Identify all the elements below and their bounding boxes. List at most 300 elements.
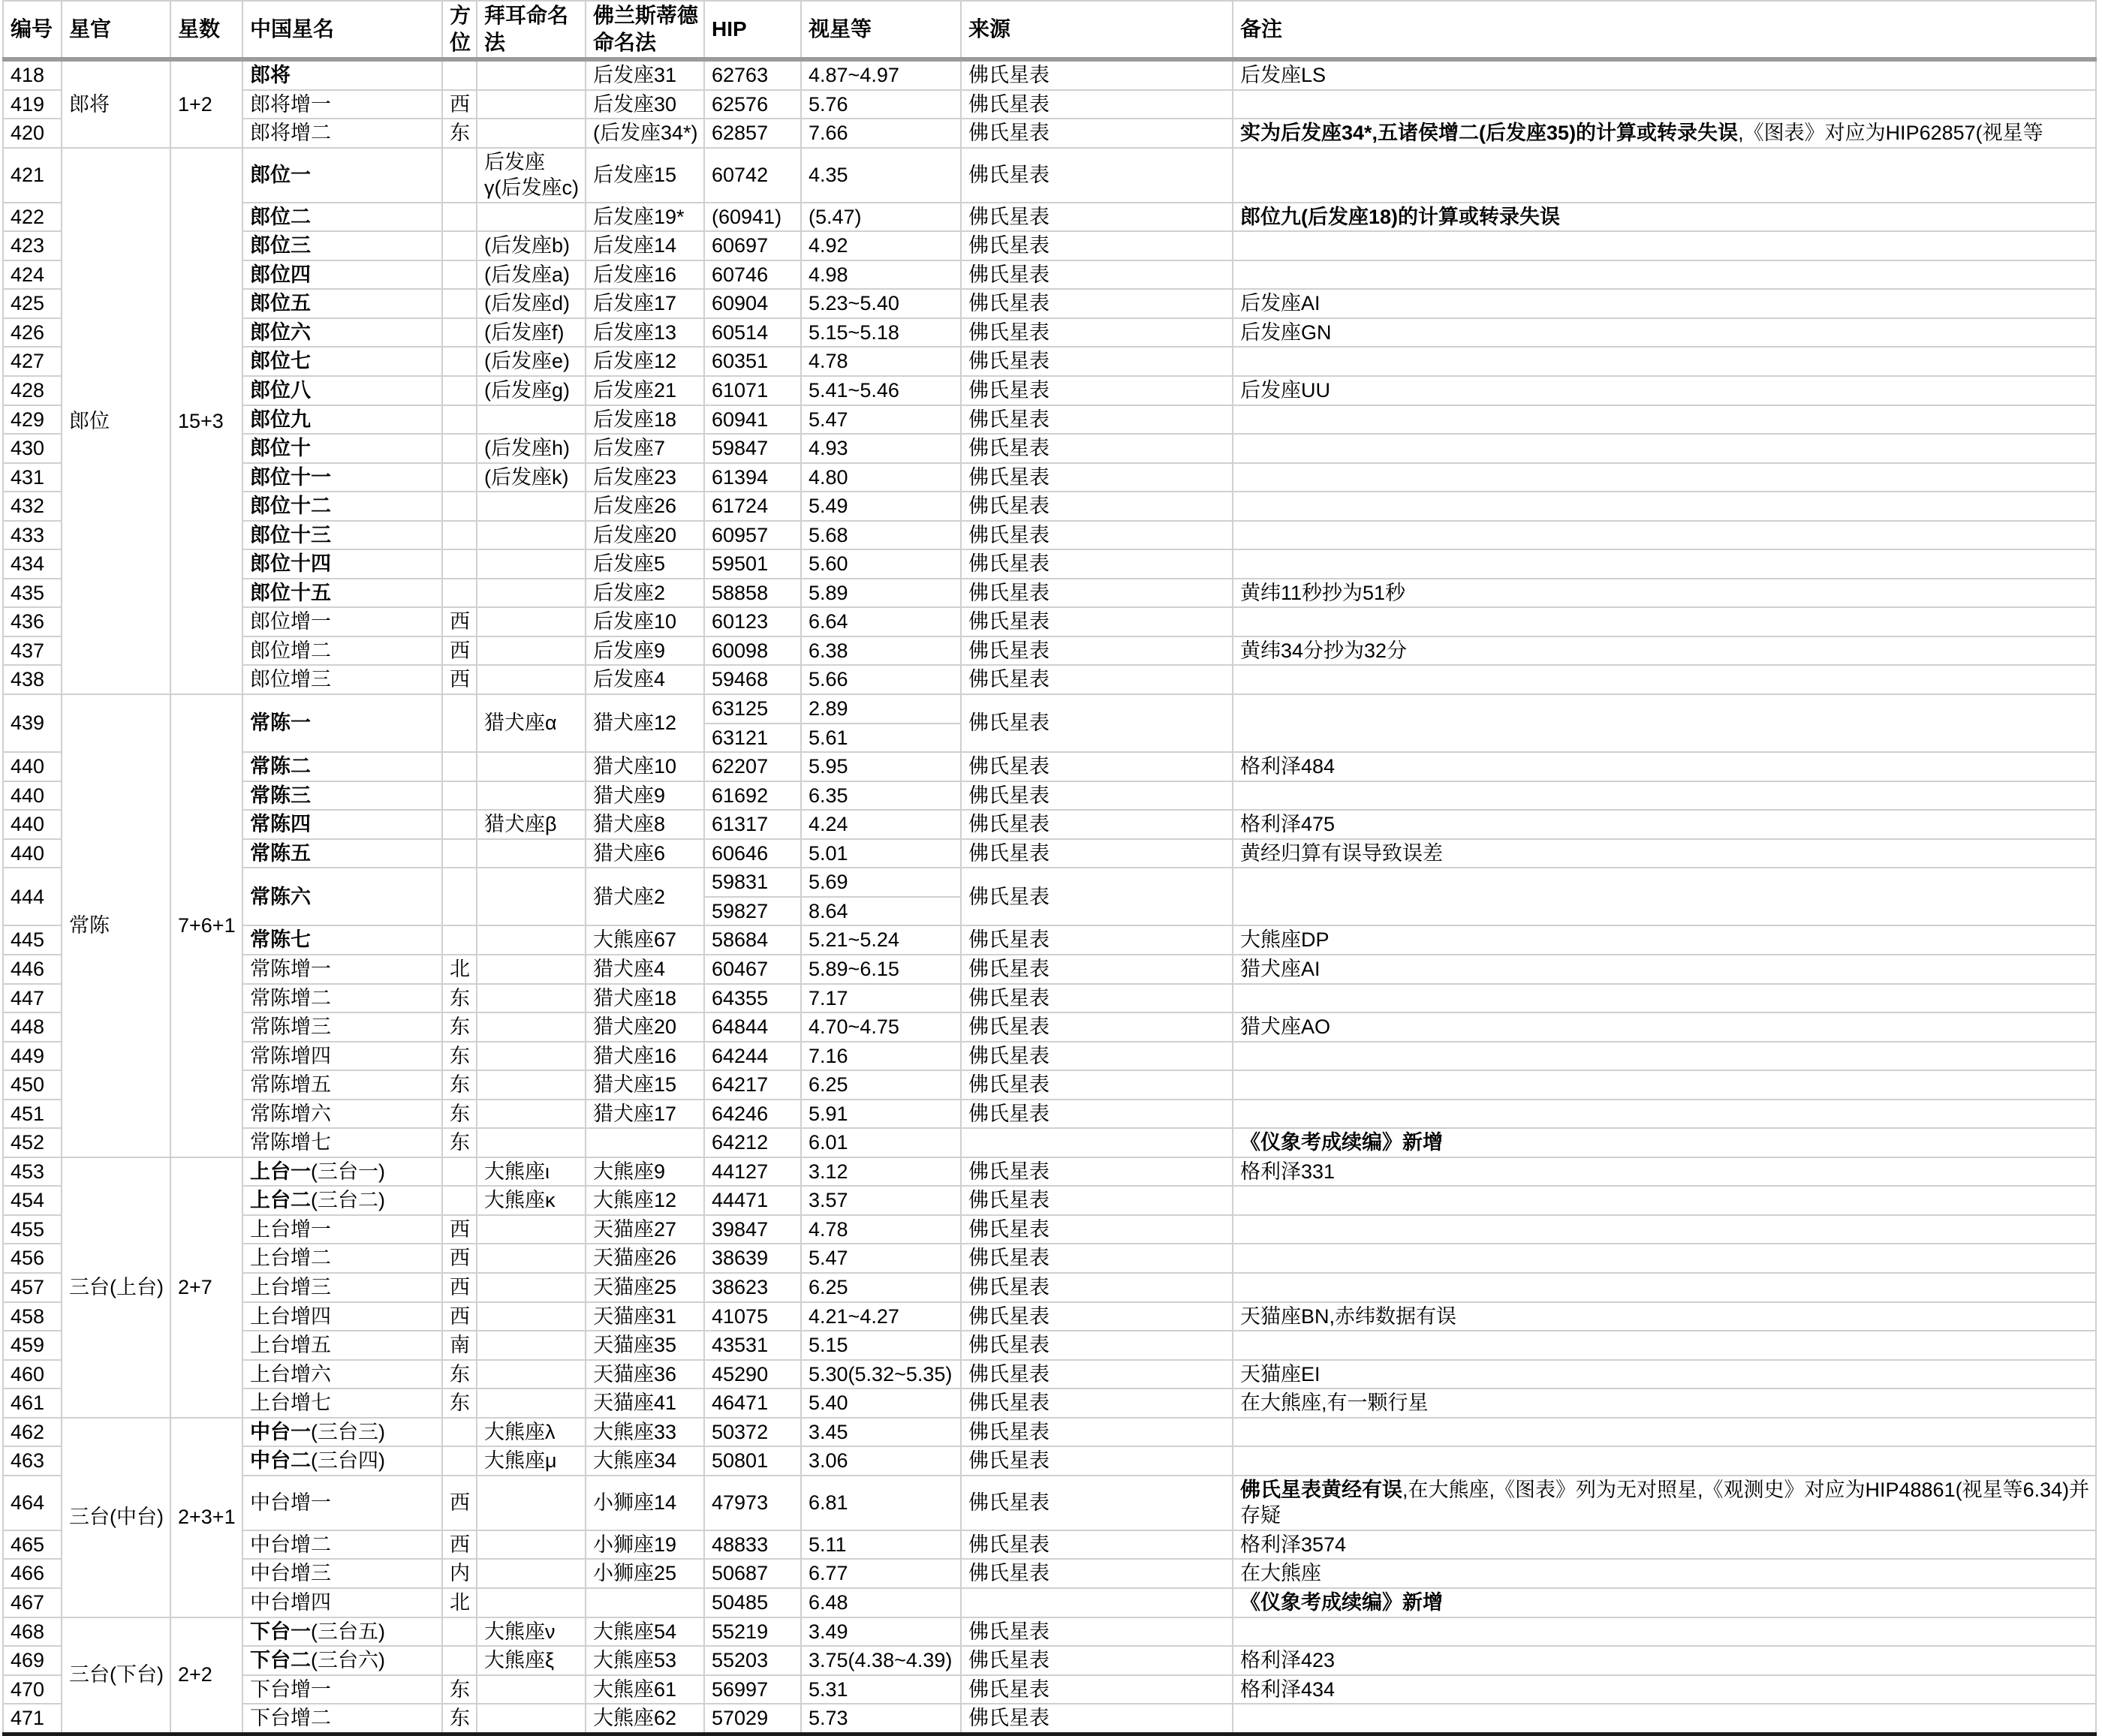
cell-direction: [442, 203, 477, 232]
table-row: [3, 781, 2096, 811]
cell-magnitude: 6.48: [801, 1588, 961, 1617]
star-name-suffix: 中台增一: [250, 1491, 331, 1515]
cell-chinese-name: [242, 289, 442, 318]
table-row: [3, 260, 2096, 290]
cell-flamsteed: 小狮座14: [586, 1476, 704, 1530]
cell-hip: 62207: [704, 752, 801, 781]
cell-bayer: [477, 984, 586, 1013]
cell-direction: 西: [442, 607, 477, 636]
cell-note: [1233, 781, 2096, 811]
cell-note: [1233, 1070, 2096, 1100]
cell-chinese-name: [242, 59, 442, 90]
note-text: 后发座LS: [1240, 64, 1327, 86]
cell-id: 434: [3, 549, 62, 579]
cell-flamsteed: 后发座14: [586, 231, 704, 260]
cell-chinese-name: [242, 752, 442, 781]
cell-direction: [442, 925, 477, 955]
cell-chinese-name: [242, 1012, 442, 1042]
cell-hip: 60514: [704, 318, 801, 348]
cell-note: [1233, 1042, 2096, 1071]
cell-magnitude: 4.92: [801, 231, 961, 260]
cell-flamsteed: 大熊座53: [586, 1646, 704, 1675]
table-row: [3, 694, 2096, 724]
cell-flamsteed: 后发座21: [586, 376, 704, 405]
cell-hip: 38639: [704, 1244, 801, 1273]
cell-direction: 北: [442, 955, 477, 984]
cell-source: 佛氏星表: [961, 694, 1233, 752]
cell-hip: 63125: [704, 694, 801, 724]
cell-chinese-name: [242, 1273, 442, 1302]
cell-source: 佛氏星表: [961, 839, 1233, 868]
cell-source: 佛氏星表: [961, 1012, 1233, 1042]
note-text: 格利泽475: [1240, 813, 1336, 836]
cell-note: [1233, 119, 2096, 148]
cell-flamsteed: 后发座17: [586, 289, 704, 318]
star-name-suffix: 中台增三: [250, 1562, 331, 1585]
note-bold: 佛氏星表黄经有误: [1240, 1478, 1402, 1501]
cell-note: [1233, 636, 2096, 666]
cell-id: 444: [3, 868, 62, 925]
table-row: [3, 549, 2096, 579]
cell-id: 466: [3, 1559, 62, 1588]
star-name-main: 郎位四: [250, 263, 311, 286]
cell-flamsteed: 猎犬座8: [586, 810, 704, 839]
cell-hip: 47973: [704, 1476, 801, 1530]
cell-note: [1233, 1704, 2096, 1734]
cell-direction: [442, 492, 477, 521]
cell-hip: 55219: [704, 1617, 801, 1647]
cell-flamsteed: 猎犬座12: [586, 694, 704, 752]
star-name-suffix: 上台增二: [250, 1247, 331, 1270]
star-name-main: 郎位十一: [250, 465, 331, 489]
cell-magnitude: 4.98: [801, 260, 961, 290]
cell-flamsteed: 后发座9: [586, 636, 704, 666]
cell-flamsteed: 大熊座54: [586, 1617, 704, 1647]
table-row: [3, 1559, 2096, 1588]
star-name-main: 郎位十四: [250, 552, 331, 576]
cell-source: 佛氏星表: [961, 549, 1233, 579]
cell-asterism: 郎将: [62, 59, 170, 148]
cell-source: 佛氏星表: [961, 347, 1233, 376]
cell-source: 佛氏星表: [961, 1446, 1233, 1476]
star-name-suffix: (三台六): [311, 1649, 385, 1672]
cell-magnitude: 3.57: [801, 1186, 961, 1215]
cell-hip: 45290: [704, 1360, 801, 1389]
table-row: [3, 1042, 2096, 1071]
cell-hip: 61724: [704, 492, 801, 521]
cell-bayer: [477, 119, 586, 148]
star-name-main: 常陈三: [250, 784, 311, 807]
note-text: 格利泽434: [1240, 1677, 1336, 1701]
cell-asterism: 三台(上台): [62, 1157, 170, 1418]
cell-bayer: [477, 1360, 586, 1389]
star-name-suffix: 上台增六: [250, 1362, 331, 1385]
star-name-suffix: (三台一): [311, 1160, 385, 1183]
cell-bayer: [477, 1070, 586, 1100]
table-row: [3, 1012, 2096, 1042]
cell-source: 佛氏星表: [961, 579, 1233, 608]
cell-id: 421: [3, 148, 62, 203]
cell-flamsteed: 后发座23: [586, 463, 704, 492]
cell-magnitude: 5.69: [801, 868, 961, 897]
cell-magnitude: 3.49: [801, 1617, 961, 1647]
cell-note: [1233, 607, 2096, 636]
cell-magnitude: 4.80: [801, 463, 961, 492]
table-row: [3, 1128, 2096, 1157]
cell-source: 佛氏星表: [961, 90, 1233, 119]
table-row: [3, 1186, 2096, 1215]
cell-magnitude: 5.47: [801, 405, 961, 435]
cell-direction: [442, 810, 477, 839]
cell-magnitude: 6.81: [801, 1476, 961, 1530]
cell-flamsteed: 后发座15: [586, 148, 704, 203]
cell-magnitude: 5.31: [801, 1675, 961, 1704]
col-header-hip: HIP: [704, 1, 801, 59]
cell-hip: 50687: [704, 1559, 801, 1588]
note-text: 在大熊座,有一颗行星: [1240, 1392, 1429, 1415]
cell-magnitude: 5.41~5.46: [801, 376, 961, 405]
cell-direction: 西: [442, 636, 477, 666]
cell-asterism: 三台(中台): [62, 1418, 170, 1617]
star-name-suffix: 下台增一: [250, 1677, 331, 1701]
cell-hip: 64355: [704, 984, 801, 1013]
cell-bayer: [477, 607, 586, 636]
col-header-star-count: 星数: [170, 1, 242, 59]
cell-direction: 东: [442, 1675, 477, 1704]
cell-id: 449: [3, 1042, 62, 1071]
table-row: [3, 1100, 2096, 1129]
cell-bayer: [477, 1244, 586, 1273]
cell-note: [1233, 148, 2096, 203]
cell-flamsteed: 后发座5: [586, 549, 704, 579]
note-text: 天猫座BN,赤纬数据有误: [1240, 1304, 1457, 1328]
cell-direction: [442, 781, 477, 811]
cell-id: 465: [3, 1530, 62, 1560]
cell-source: 佛氏星表: [961, 636, 1233, 666]
cell-hip: 61692: [704, 781, 801, 811]
cell-hip: 64244: [704, 1042, 801, 1071]
cell-id: 459: [3, 1331, 62, 1360]
cell-id: 446: [3, 955, 62, 984]
cell-source: 佛氏星表: [961, 148, 1233, 203]
cell-id: 470: [3, 1675, 62, 1704]
star-name-suffix: 常陈增六: [250, 1102, 331, 1125]
cell-hip: 58684: [704, 925, 801, 955]
cell-chinese-name: [242, 579, 442, 608]
table-row: [3, 1418, 2096, 1447]
cell-magnitude: 5.89~6.15: [801, 955, 961, 984]
table-row: [3, 579, 2096, 608]
cell-direction: [442, 231, 477, 260]
cell-hip: 56997: [704, 1675, 801, 1704]
cell-source: 佛氏星表: [961, 1418, 1233, 1447]
cell-magnitude: 7.17: [801, 984, 961, 1013]
cell-magnitude: 7.66: [801, 119, 961, 148]
cell-bayer: [477, 1559, 586, 1588]
star-name-main: 郎位二: [250, 205, 311, 228]
cell-id: 436: [3, 607, 62, 636]
table-row: [3, 1588, 2096, 1617]
cell-flamsteed: 小狮座19: [586, 1530, 704, 1560]
cell-source: 佛氏星表: [961, 203, 1233, 232]
cell-chinese-name: [242, 260, 442, 290]
note-bold: 郎位九(后发座18)的计算或转录失误: [1240, 205, 1561, 228]
cell-note: [1233, 984, 2096, 1013]
table-row: [3, 463, 2096, 492]
cell-flamsteed: 天猫座41: [586, 1388, 704, 1418]
cell-flamsteed: 猎犬座2: [586, 868, 704, 925]
cell-note: [1233, 1476, 2096, 1530]
cell-direction: [442, 347, 477, 376]
cell-id: 464: [3, 1476, 62, 1530]
col-header-bayer: 拜耳命名法: [477, 1, 586, 59]
star-name-suffix: 郎位增三: [250, 668, 331, 691]
cell-bayer: [477, 868, 586, 925]
cell-flamsteed: 猎犬座6: [586, 839, 704, 868]
table-row: [3, 1675, 2096, 1704]
cell-direction: [442, 1446, 477, 1476]
star-name-suffix: (三台五): [311, 1620, 385, 1643]
cell-magnitude: 6.25: [801, 1070, 961, 1100]
cell-note: [1233, 463, 2096, 492]
cell-magnitude: 5.61: [801, 724, 961, 753]
cell-bayer: 猎犬座β: [477, 810, 586, 839]
cell-source: 佛氏星表: [961, 59, 1233, 90]
table-row: [3, 405, 2096, 435]
col-header-flamsteed: 佛兰斯蒂德命名法: [586, 1, 704, 59]
cell-bayer: 大熊座ξ: [477, 1646, 586, 1675]
star-name-suffix: 上台增五: [250, 1334, 331, 1357]
note-text: 大熊座DP: [1240, 928, 1330, 952]
star-name-suffix: (三台四): [311, 1449, 385, 1473]
cell-bayer: (后发座g): [477, 376, 586, 405]
cell-chinese-name: [242, 1215, 442, 1244]
cell-bayer: [477, 1128, 586, 1157]
table-row: [3, 1360, 2096, 1389]
cell-note: [1233, 203, 2096, 232]
cell-hip: 59847: [704, 434, 801, 463]
cell-flamsteed: 天猫座25: [586, 1273, 704, 1302]
cell-magnitude: 4.35: [801, 148, 961, 203]
table-row: [3, 148, 2096, 203]
cell-note: [1233, 1588, 2096, 1617]
cell-id: 440: [3, 781, 62, 811]
cell-chinese-name: [242, 1186, 442, 1215]
cell-magnitude: 3.75(4.38~4.39): [801, 1646, 961, 1675]
cell-source: 佛氏星表: [961, 1360, 1233, 1389]
cell-bayer: [477, 1215, 586, 1244]
cell-hip: (60941): [704, 203, 801, 232]
cell-flamsteed: [586, 1588, 704, 1617]
cell-id: 429: [3, 405, 62, 435]
cell-hip: 60646: [704, 839, 801, 868]
cell-note: [1233, 90, 2096, 119]
cell-magnitude: 8.64: [801, 897, 961, 926]
cell-magnitude: 5.91: [801, 1100, 961, 1129]
star-name-main: 常陈一: [250, 712, 311, 735]
cell-source: 佛氏星表: [961, 260, 1233, 290]
cell-note: [1233, 1128, 2096, 1157]
cell-source: 佛氏星表: [961, 1646, 1233, 1675]
cell-chinese-name: [242, 1302, 442, 1331]
cell-source: 佛氏星表: [961, 1100, 1233, 1129]
star-name-suffix: 常陈增二: [250, 986, 331, 1009]
cell-magnitude: 5.60: [801, 549, 961, 579]
cell-chinese-name: [242, 1331, 442, 1360]
cell-chinese-name: [242, 1588, 442, 1617]
cell-star-count: 2+3+1: [170, 1418, 242, 1617]
note-text: 后发座AI: [1240, 292, 1321, 315]
cell-source: 佛氏星表: [961, 1331, 1233, 1360]
cell-chinese-name: [242, 1388, 442, 1418]
cell-flamsteed: 大熊座67: [586, 925, 704, 955]
cell-magnitude: 7.16: [801, 1042, 961, 1071]
cell-direction: [442, 1617, 477, 1647]
cell-flamsteed: 大熊座34: [586, 1446, 704, 1476]
cell-source: 佛氏星表: [961, 1388, 1233, 1418]
cell-id: 461: [3, 1388, 62, 1418]
cell-flamsteed: 大熊座33: [586, 1418, 704, 1447]
cell-note: [1233, 1244, 2096, 1273]
cell-direction: [442, 1646, 477, 1675]
cell-source: 佛氏星表: [961, 955, 1233, 984]
cell-direction: 东: [442, 984, 477, 1013]
cell-chinese-name: [242, 434, 442, 463]
cell-chinese-name: [242, 955, 442, 984]
cell-note: [1233, 405, 2096, 435]
cell-chinese-name: [242, 1704, 442, 1734]
table-row: [3, 1157, 2096, 1187]
cell-magnitude: 5.68: [801, 521, 961, 550]
table-row: [3, 119, 2096, 148]
cell-star-count: 1+2: [170, 59, 242, 148]
cell-flamsteed: 猎犬座9: [586, 781, 704, 811]
cell-magnitude: 5.11: [801, 1530, 961, 1560]
cell-note: [1233, 579, 2096, 608]
cell-star-count: 2+2: [170, 1617, 242, 1734]
cell-flamsteed: 后发座7: [586, 434, 704, 463]
cell-hip: 50372: [704, 1418, 801, 1447]
col-header-note: 备注: [1233, 1, 2096, 59]
cell-direction: [442, 521, 477, 550]
cell-chinese-name: [242, 1675, 442, 1704]
cell-bayer: (后发座d): [477, 289, 586, 318]
cell-direction: [442, 376, 477, 405]
cell-source: 佛氏星表: [961, 119, 1233, 148]
cell-id: 460: [3, 1360, 62, 1389]
cell-id: 425: [3, 289, 62, 318]
cell-chinese-name: [242, 347, 442, 376]
cell-chinese-name: [242, 549, 442, 579]
cell-source: 佛氏星表: [961, 1704, 1233, 1734]
cell-source: 佛氏星表: [961, 521, 1233, 550]
cell-flamsteed: 大熊座9: [586, 1157, 704, 1187]
cell-magnitude: 5.15: [801, 1331, 961, 1360]
cell-chinese-name: [242, 1476, 442, 1530]
note-text: 格利泽423: [1240, 1649, 1336, 1672]
cell-id: 435: [3, 579, 62, 608]
cell-direction: 西: [442, 1530, 477, 1560]
cell-bayer: [477, 521, 586, 550]
cell-bayer: [477, 925, 586, 955]
cell-source: 佛氏星表: [961, 781, 1233, 811]
cell-magnitude: 6.35: [801, 781, 961, 811]
cell-hip: 44471: [704, 1186, 801, 1215]
note-text: ,《图表》对应为HIP62857(视星等: [1738, 122, 2043, 145]
star-name-main: 郎位八: [250, 379, 311, 402]
cell-magnitude: 6.25: [801, 1273, 961, 1302]
star-name-main: 常陈七: [250, 928, 311, 952]
cell-bayer: [477, 492, 586, 521]
cell-chinese-name: [242, 925, 442, 955]
table-row: [3, 752, 2096, 781]
cell-magnitude: 3.06: [801, 1446, 961, 1476]
star-name-main: 常陈五: [250, 841, 311, 865]
cell-bayer: (后发座h): [477, 434, 586, 463]
star-name-main: 上台一: [250, 1160, 311, 1183]
cell-flamsteed: 后发座12: [586, 347, 704, 376]
cell-id: 452: [3, 1128, 62, 1157]
cell-direction: 东: [442, 1042, 477, 1071]
cell-flamsteed: 后发座4: [586, 665, 704, 694]
cell-direction: 西: [442, 1215, 477, 1244]
cell-flamsteed: 后发座16: [586, 260, 704, 290]
cell-hip: 38623: [704, 1273, 801, 1302]
cell-chinese-name: [242, 1617, 442, 1647]
note-bold: 《仪象考成续编》新增: [1240, 1131, 1443, 1154]
cell-chinese-name: [242, 148, 442, 203]
cell-note: [1233, 492, 2096, 521]
cell-magnitude: 5.30(5.32~5.35): [801, 1360, 961, 1389]
cell-hip: 57029: [704, 1704, 801, 1734]
cell-source: 佛氏星表: [961, 1042, 1233, 1071]
cell-flamsteed: 天猫座26: [586, 1244, 704, 1273]
cell-chinese-name: [242, 694, 442, 752]
star-name-suffix: (三台三): [311, 1420, 385, 1443]
cell-direction: 内: [442, 1559, 477, 1588]
cell-source: 佛氏星表: [961, 463, 1233, 492]
cell-source: 佛氏星表: [961, 925, 1233, 955]
cell-chinese-name: [242, 521, 442, 550]
cell-source: 佛氏星表: [961, 1476, 1233, 1530]
star-name-main: 郎位六: [250, 320, 311, 344]
cell-hip: 60123: [704, 607, 801, 636]
cell-chinese-name: [242, 607, 442, 636]
star-name-suffix: 郎位增一: [250, 610, 331, 633]
note-text: 猎犬座AO: [1240, 1015, 1331, 1039]
cell-note: [1233, 868, 2096, 925]
cell-direction: [442, 1186, 477, 1215]
cell-hip: 48833: [704, 1530, 801, 1560]
cell-hip: 60098: [704, 636, 801, 666]
cell-flamsteed: 小狮座25: [586, 1559, 704, 1588]
note-text: 格利泽3574: [1240, 1533, 1347, 1556]
cell-bayer: [477, 59, 586, 90]
cell-chinese-name: [242, 90, 442, 119]
note-text: ,在大熊座,《图表》列为无对照星,《观测史》对应为HIP48861(视星等6.34)并存疑: [1240, 1478, 2090, 1527]
note-text: 黄纬11秒抄为51秒: [1240, 581, 1406, 604]
star-name-suffix: 常陈增三: [250, 1015, 331, 1039]
cell-note: [1233, 1646, 2096, 1675]
cell-note: [1233, 260, 2096, 290]
cell-hip: 60697: [704, 231, 801, 260]
cell-note: [1233, 1157, 2096, 1187]
cell-direction: [442, 694, 477, 752]
cell-direction: [442, 289, 477, 318]
cell-source: 佛氏星表: [961, 434, 1233, 463]
cell-direction: [442, 260, 477, 290]
cell-source: 佛氏星表: [961, 1215, 1233, 1244]
